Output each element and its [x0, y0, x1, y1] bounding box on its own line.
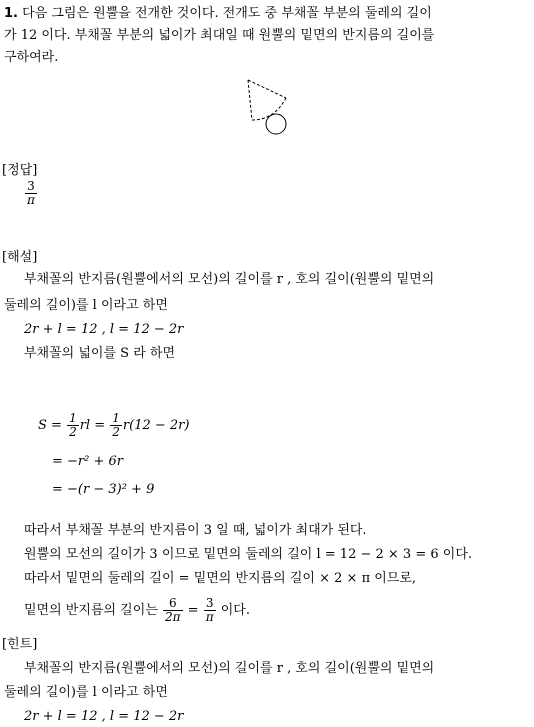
cone-net-figure [240, 76, 300, 138]
answer-value [24, 180, 38, 207]
problem-number: 1. [4, 6, 18, 21]
explanation-line-7: 따라서 밑면의 둘레의 길이 = 밑면의 반지름의 길이 × 2 × π 이므로, [24, 571, 417, 586]
l8-fraction-b: $\frac{3}{\pi}$ [205, 596, 214, 624]
explanation-line-3: 2r + l = 12 , l = 12 − 2r [24, 322, 184, 337]
hint-line-1: 부채꼴의 반지름(원뿔에서의 모선)의 길이를 r , 호의 길이(원뿔의 밑면의 [24, 661, 435, 676]
hint-line-3: 2r + l = 12 , l = 12 − 2r [24, 709, 184, 724]
equation-1: S = $\frac{1}{2}$ rl = $\frac{1}{2}$ r(12 − 2r) [38, 411, 190, 439]
explanation-line-6: 원뿔의 모선의 길이가 3 이므로 밑면의 둘레의 길이 l = 12 − 2 × 3 = 6 이다. [24, 547, 473, 562]
answer-label: [정답] [2, 163, 38, 178]
eq1-fraction-b: $\frac{1}{2}$ [112, 411, 120, 439]
equation-3: = −(r − 3)² + 9 [52, 482, 155, 497]
answer-fraction: $\frac{3}{\pi}$ [27, 179, 35, 207]
explanation-line-1: 부채꼴의 반지름(원뿔에서의 모선)의 길이를 r , 호의 길이(원뿔의 밑면의 [24, 272, 435, 287]
problem-text-1: 다음 그림은 원뿔을 전개한 것이다. 전개도 중 부채꼴 부분의 둘레의 길이 [22, 6, 432, 21]
base-circle [266, 114, 286, 134]
explanation-line-4: 부채꼴의 넓이를 S 라 하면 [24, 346, 176, 361]
eq1-fraction-a: $\frac{1}{2}$ [69, 411, 77, 439]
l8-fraction-a: $\frac{6}{2\pi}$ [165, 596, 181, 624]
equation-2: = −r² + 6r [52, 454, 123, 469]
explanation-label: [해설] [2, 250, 38, 265]
sector-shape [248, 80, 286, 120]
problem-line-3: 구하여라. [4, 50, 59, 65]
explanation-line-5: 따라서 부채꼴 부분의 반지름이 3 일 때, 넓이가 최대가 된다. [24, 523, 367, 538]
hint-label: [힌트] [2, 637, 38, 652]
hint-line-2: 둘레의 길이)를 l 이라고 하면 [4, 685, 168, 700]
explanation-line-2: 둘레의 길이)를 l 이라고 하면 [4, 298, 168, 313]
explanation-line-8: 밑면의 반지름의 길이는 $\frac{6}{2\pi}$ = $\frac{3}{\pi}$ 이다. [24, 596, 250, 624]
problem-line-2: 가 12 이다. 부채꼴 부분의 넓이가 최대일 때 원뿔의 밑면의 반지름의 길이를 [4, 28, 435, 43]
problem-line-1 [4, 6, 432, 22]
